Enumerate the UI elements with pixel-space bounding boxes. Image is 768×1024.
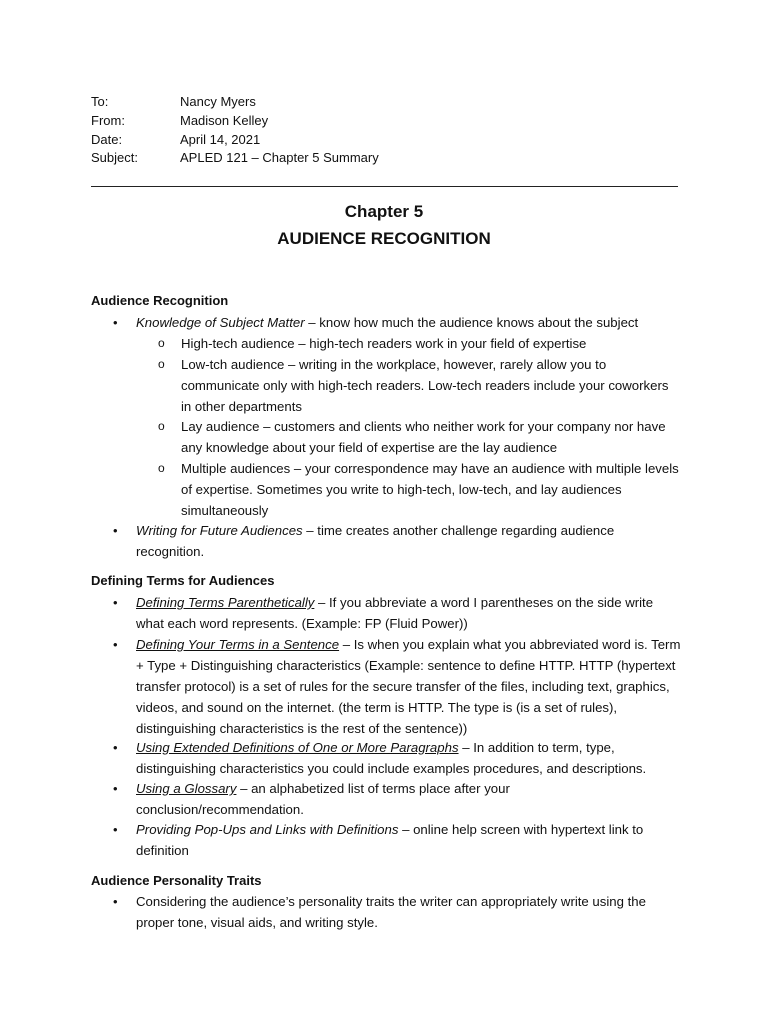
bullet-icon: • — [113, 740, 118, 755]
memo-to-value: Nancy Myers — [180, 94, 256, 109]
text-popups: – online help screen with hypertext link to definition — [136, 822, 644, 858]
text-glossary: – an alphabetized list of terms place after your conclusion/recommendation. — [136, 781, 510, 817]
circle-bullet-icon: o — [158, 357, 165, 371]
term-knowledge: Knowledge of Subject Matter — [136, 315, 305, 330]
term-parenthetically: Defining Terms Parenthetically — [136, 595, 315, 610]
memo-from-value: Madison Kelley — [180, 113, 269, 128]
term-extended: Using Extended Definitions of One or More Paragraphs — [136, 740, 459, 755]
circle-bullet-icon: o — [158, 419, 165, 433]
list-item-glossary — [136, 778, 681, 820]
bullet-icon: • — [113, 822, 118, 837]
sub-item-high-tech: High-tech audience – high-tech readers work in your field of expertise — [181, 336, 587, 351]
memo-from-label: From: — [91, 113, 125, 128]
section-heading-personality: Audience Personality Traits — [91, 873, 262, 888]
memo-date-label: Date: — [91, 132, 123, 147]
section-heading-defining-terms: Defining Terms for Audiences — [91, 573, 275, 588]
sub-item-lay: Lay audience – customers and clients who neither work for your company nor have any knowledge about your field of expertise are the lay audience — [181, 419, 666, 455]
sub-item-multiple: Multiple audiences – your correspondence may have an audience with multiple levels of expertise. Sometimes you write to high-tech, low-tech, and lay audiences simultaneously — [181, 461, 679, 518]
text-knowledge: – know how much the audience knows about the subject — [304, 315, 639, 330]
memo-subject-label: Subject: — [91, 150, 138, 165]
main-title: AUDIENCE RECOGNITION — [277, 229, 491, 248]
memo-date-value: April 14, 2021 — [180, 132, 261, 147]
circle-bullet-icon: o — [158, 336, 165, 350]
sub-item-low-tech: Low-tch audience – writing in the workplace, however, rarely allow you to communicate only with high-tech readers. Low-tech readers include your coworkers in other departments — [181, 357, 669, 414]
bullet-icon: • — [113, 637, 118, 652]
term-sentence: Defining Your Terms in a Sentence — [136, 637, 340, 652]
list-item-sentence — [136, 634, 681, 739]
bullet-icon: • — [113, 781, 118, 796]
text-future: – time creates another challenge regarding audience recognition. — [136, 523, 615, 559]
term-future: Writing for Future Audiences — [136, 523, 303, 538]
list-item-future — [136, 520, 681, 562]
text-parenthetically: – If you abbreviate a word I parentheses on the side write what each word represents. (Example: FP (Fluid Power)) — [136, 595, 654, 631]
section-heading-audience-recognition: Audience Recognition — [91, 293, 229, 308]
term-popups: Providing Pop-Ups and Links with Definitions — [136, 822, 399, 837]
bullet-icon: • — [113, 523, 118, 538]
bullet-icon: • — [113, 595, 118, 610]
list-item-parenthetically — [136, 592, 681, 634]
list-item-extended — [136, 737, 681, 779]
text-sentence: – Is when you explain what you abbreviated word is. Term + Type + Distinguishing characteristics (Example: sentence to define HTTP. HTTP (hypertext transfer protocol) is a set of rules for the secure transfer of the files, including text, graphics, videos, and sound on the internet. (the term is HTTP. The type is (is a set of rules), distinguishing characteristics is the rest of the sentence)) — [136, 637, 681, 736]
term-glossary: Using a Glossary — [136, 781, 237, 796]
bullet-icon: • — [113, 894, 118, 909]
memo-subject-value: APLED 121 – Chapter 5 Summary — [180, 150, 379, 165]
list-item-popups — [136, 819, 681, 861]
list-item-knowledge — [136, 312, 681, 333]
chapter-title: Chapter 5 — [344, 202, 424, 221]
memo-to-label: To: — [91, 94, 109, 109]
list-item-personality: Considering the audience’s personality traits the writer can appropriately write using the proper tone, visual aids, and writing style. — [136, 894, 646, 930]
text-extended: – In addition to term, type, distinguishing characteristics you could include examples procedures, and descriptions. — [136, 740, 647, 776]
circle-bullet-icon: o — [158, 461, 165, 475]
bullet-icon: • — [113, 315, 118, 330]
header-divider — [91, 186, 678, 187]
